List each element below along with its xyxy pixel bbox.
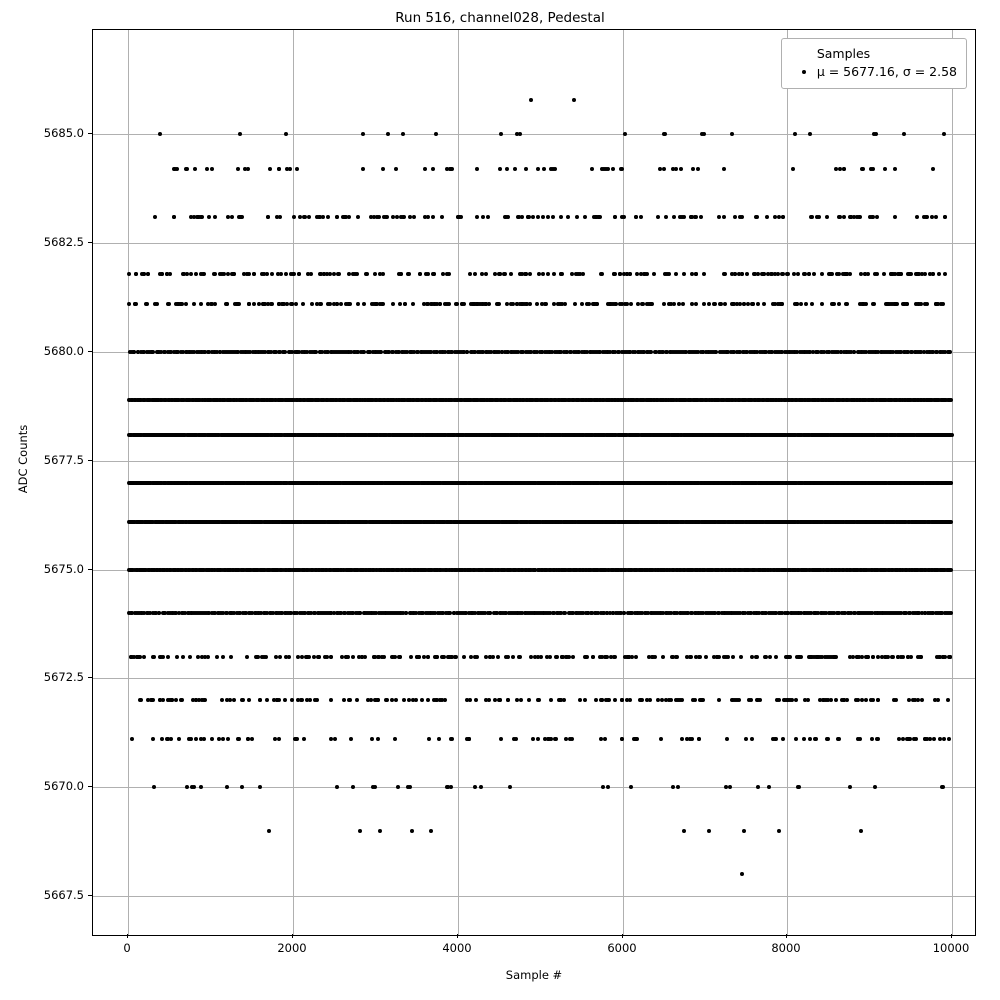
x-tick-label-5: 10000 [932,941,970,955]
legend [781,38,967,89]
y-tick-label-3: 5675.0 [43,562,84,576]
y-tick-label-5: 5680.0 [43,344,84,358]
plot-axes [92,29,976,936]
x-tick-mark-5 [951,934,952,938]
scatter-marker-icon [802,70,806,74]
legend-marker-cell [791,70,817,74]
y-axis-label: ADC Counts [16,424,30,494]
y-tick-mark-7 [88,133,92,134]
x-tick-mark-3 [622,934,623,938]
x-tick-mark-1 [292,934,293,938]
x-tick-label-4: 8000 [771,941,801,955]
y-tick-label-4: 5677.5 [43,453,84,467]
y-tick-mark-4 [88,460,92,461]
y-tick-label-1: 5670.0 [43,779,84,793]
x-tick-mark-2 [457,934,458,938]
legend-title-row [791,45,957,63]
scatter-points-layer [93,30,975,935]
x-axis-label: Sample # [505,968,563,982]
x-tick-mark-0 [127,934,128,938]
y-tick-label-0: 5667.5 [43,888,84,902]
x-tick-label-1: 2000 [277,941,307,955]
y-tick-mark-2 [88,677,92,678]
y-tick-mark-5 [88,351,92,352]
y-tick-mark-1 [88,786,92,787]
legend-entry-label: μ = 5677.16, σ = 2.58 [816,64,957,80]
x-tick-label-3: 6000 [607,941,637,955]
legend-entry [791,63,957,81]
legend-title: Samples [816,46,871,61]
y-tick-label-2: 5672.5 [43,670,84,684]
y-tick-mark-3 [88,569,92,570]
x-tick-mark-4 [786,934,787,938]
x-tick-label-0: 0 [123,941,131,955]
y-tick-mark-0 [88,895,92,896]
page-title: Run 516, channel028, Pedestal [395,10,605,26]
y-tick-mark-6 [88,242,92,243]
y-tick-label-6: 5682.5 [43,235,84,249]
y-tick-label-7: 5685.0 [43,126,84,140]
x-tick-label-2: 4000 [442,941,472,955]
